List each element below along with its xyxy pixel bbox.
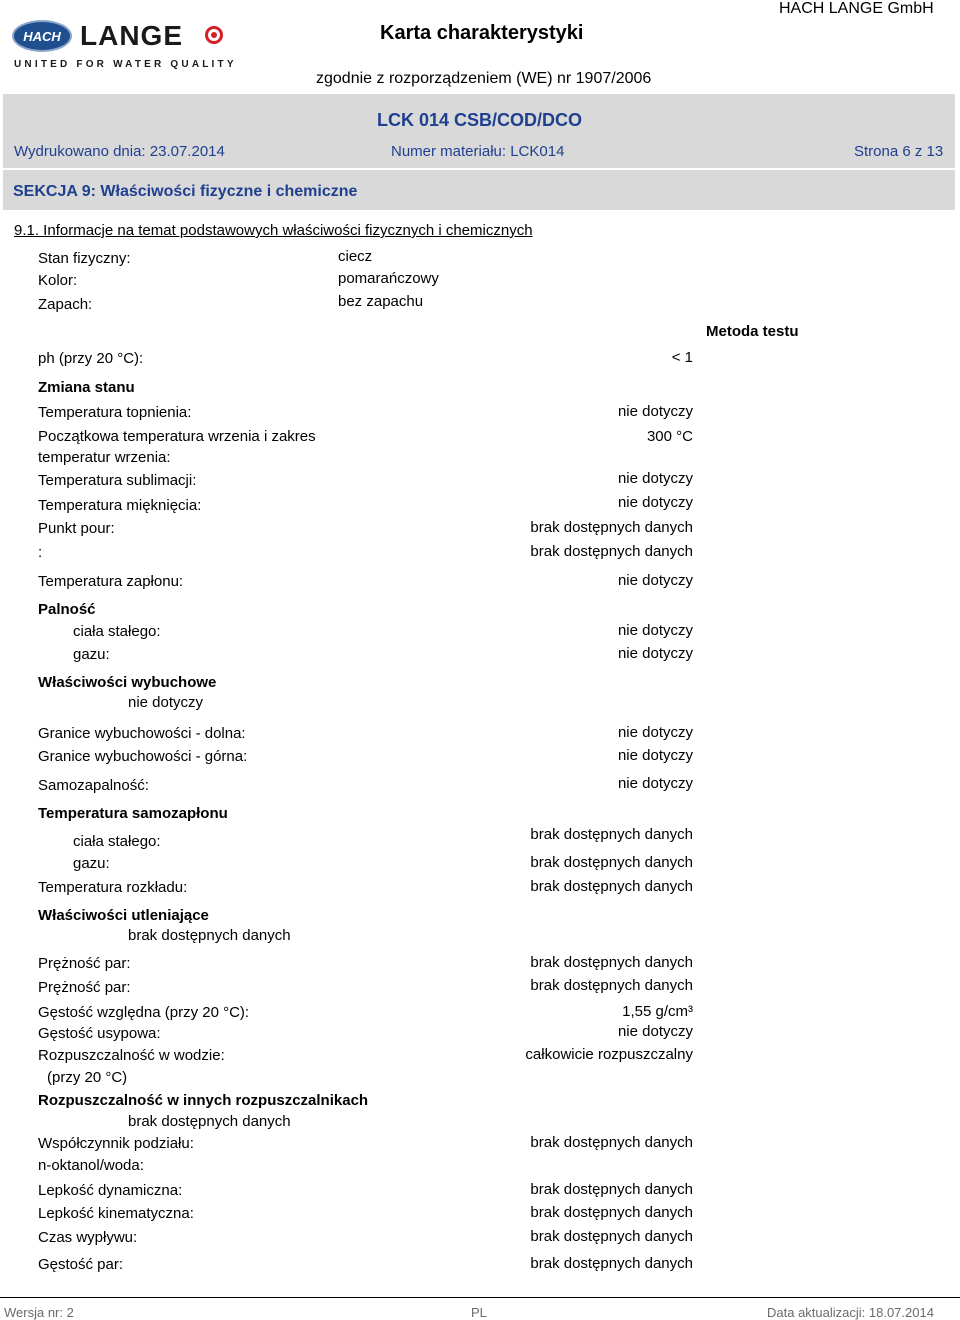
pour-value: brak dostępnych danych — [530, 519, 693, 536]
palnosc-stalego-value: nie dotyczy — [617, 622, 693, 639]
wybuchowe-heading: Właściwości wybuchowe — [38, 674, 217, 691]
ph-value: < 1 — [671, 349, 693, 366]
rozp-inne-heading: Rozpuszczalność w innych rozpuszczalnikach — [38, 1092, 369, 1109]
miekniecia-label: Temperatura mięknięcia: — [38, 497, 202, 514]
miekniecia-value: nie dotyczy — [617, 494, 693, 511]
kolor-label: Kolor: — [38, 272, 78, 289]
wspolczynnik-value: brak dostępnych danych — [530, 1134, 693, 1151]
rozp-inne-value: brak dostępnych danych — [128, 1113, 291, 1130]
rozp-woda-label-1: Rozpuszczalność w wodzie: — [38, 1047, 225, 1064]
kolor-value: pomarańczowy — [338, 270, 439, 287]
rozkladu-label: Temperatura rozkładu: — [38, 879, 188, 896]
product-name: LCK 014 CSB/COD/DCO — [377, 110, 583, 130]
samozapalnosc-value: nie dotyczy — [617, 775, 693, 792]
palnosc-stalego-label: ciała stałego: — [73, 623, 161, 640]
regulation-text: zgodnie z rozporządzeniem (WE) nr 1907/2006 — [316, 70, 652, 87]
palnosc-heading: Palność — [38, 601, 96, 618]
dolna-value: nie dotyczy — [617, 724, 693, 741]
zaplonu-label: Temperatura zapłonu: — [38, 573, 184, 590]
document-title: Karta charakterystyki — [380, 22, 584, 44]
zapach-label: Zapach: — [38, 296, 93, 313]
preznosc-label-2: Prężność par: — [38, 979, 131, 996]
rozp-woda-value: całkowicie rozpuszczalny — [525, 1046, 693, 1063]
target-icon — [205, 26, 223, 44]
samozaplonu-heading: Temperatura samozapłonu — [38, 805, 228, 822]
logo-tagline: UNITED FOR WATER QUALITY — [14, 59, 237, 70]
palnosc-gazu-value: nie dotyczy — [617, 645, 693, 662]
gestosc-wzgl-label: Gęstość względna (przy 20 °C): — [38, 1004, 250, 1021]
material-number: Numer materiału: LCK014 — [391, 143, 565, 160]
subsection-title: 9.1. Informacje na temat podstawowych właściwości fizycznych i chemicznych — [14, 222, 533, 239]
rozkladu-value: brak dostępnych danych — [530, 878, 693, 895]
lange-logo-text: LANGE — [80, 20, 183, 51]
sublimacji-value: nie dotyczy — [617, 470, 693, 487]
gestosc-par-value: brak dostępnych danych — [530, 1255, 693, 1272]
lepkosc-dyn-label: Lepkość dynamiczna: — [38, 1182, 183, 1199]
wybuchowe-value: nie dotyczy — [128, 694, 204, 711]
zaplonu-value: nie dotyczy — [617, 572, 693, 589]
dolna-label: Granice wybuchowości - dolna: — [38, 725, 246, 742]
hach-logo-oval — [12, 20, 72, 52]
czas-label: Czas wypływu: — [38, 1229, 138, 1246]
preznosc-value-1: brak dostępnych danych — [530, 954, 693, 971]
lepkosc-kin-label: Lepkość kinematyczna: — [38, 1205, 194, 1222]
footer-version: Wersja nr: 2 — [4, 1305, 74, 1320]
wrzenia-value: 300 °C — [646, 428, 693, 445]
gorna-label: Granice wybuchowości - górna: — [38, 748, 248, 765]
rozp-woda-label-2: (przy 20 °C) — [47, 1069, 128, 1086]
lepkosc-kin-value: brak dostępnych danych — [530, 1204, 693, 1221]
samozaplonu-stalego-value: brak dostępnych danych — [530, 826, 693, 843]
preznosc-label-1: Prężność par: — [38, 955, 131, 972]
samozaplonu-stalego-label: ciała stałego: — [73, 833, 161, 850]
hach-logo-text: HACH — [23, 29, 61, 44]
hach-lange-logo — [12, 18, 237, 73]
utleniajace-heading: Właściwości utleniające — [38, 907, 209, 924]
stan-value: ciecz — [338, 248, 373, 265]
footer-divider — [0, 1297, 960, 1298]
utleniajace-value: brak dostępnych danych — [128, 927, 291, 944]
stan-label: Stan fizyczny: — [38, 250, 131, 267]
colon-label: : — [38, 544, 43, 561]
palnosc-gazu-label: gazu: — [73, 646, 110, 663]
samozapalnosc-label: Samozapalność: — [38, 777, 149, 794]
samozaplonu-gazu-value: brak dostępnych danych — [530, 854, 693, 871]
wspolczynnik-label-1: Współczynnik podziału: — [38, 1135, 194, 1152]
topnienia-value: nie dotyczy — [617, 403, 693, 420]
ph-label: ph (przy 20 °C): — [38, 350, 144, 367]
gestosc-wzgl-value: 1,55 g/cm³ — [622, 1003, 693, 1020]
wspolczynnik-label-2: n-oktanol/woda: — [38, 1157, 144, 1174]
colon-value: brak dostępnych danych — [530, 543, 693, 560]
wrzenia-label-1: Początkowa temperatura wrzenia i zakres — [38, 428, 316, 445]
company-name: HACH LANGE GmbH — [779, 0, 934, 17]
section-title: SEKCJA 9: Właściwości fizyczne i chemiczne — [13, 183, 358, 200]
method-header: Metoda testu — [706, 323, 799, 340]
zapach-value: bez zapachu — [338, 293, 424, 310]
topnienia-label: Temperatura topnienia: — [38, 404, 192, 421]
zmiana-stanu-heading: Zmiana stanu — [38, 379, 135, 396]
footer-language: PL — [471, 1305, 487, 1320]
lepkosc-dyn-value: brak dostępnych danych — [530, 1181, 693, 1198]
czas-value: brak dostępnych danych — [530, 1228, 693, 1245]
sublimacji-label: Temperatura sublimacji: — [38, 472, 197, 489]
preznosc-value-2: brak dostępnych danych — [530, 977, 693, 994]
footer-update-date: Data aktualizacji: 18.07.2014 — [767, 1305, 934, 1320]
gestosc-usyp-label: Gęstość usypowa: — [38, 1025, 161, 1042]
page-number: Strona 6 z 13 — [854, 143, 944, 160]
wrzenia-label-2: temperatur wrzenia: — [38, 449, 171, 466]
samozaplonu-gazu-label: gazu: — [73, 855, 110, 872]
print-date: Wydrukowano dnia: 23.07.2014 — [14, 143, 225, 160]
gestosc-usyp-value: nie dotyczy — [617, 1023, 693, 1040]
gorna-value: nie dotyczy — [617, 747, 693, 764]
pour-label: Punkt pour: — [38, 520, 115, 537]
gestosc-par-label: Gęstość par: — [38, 1256, 124, 1273]
